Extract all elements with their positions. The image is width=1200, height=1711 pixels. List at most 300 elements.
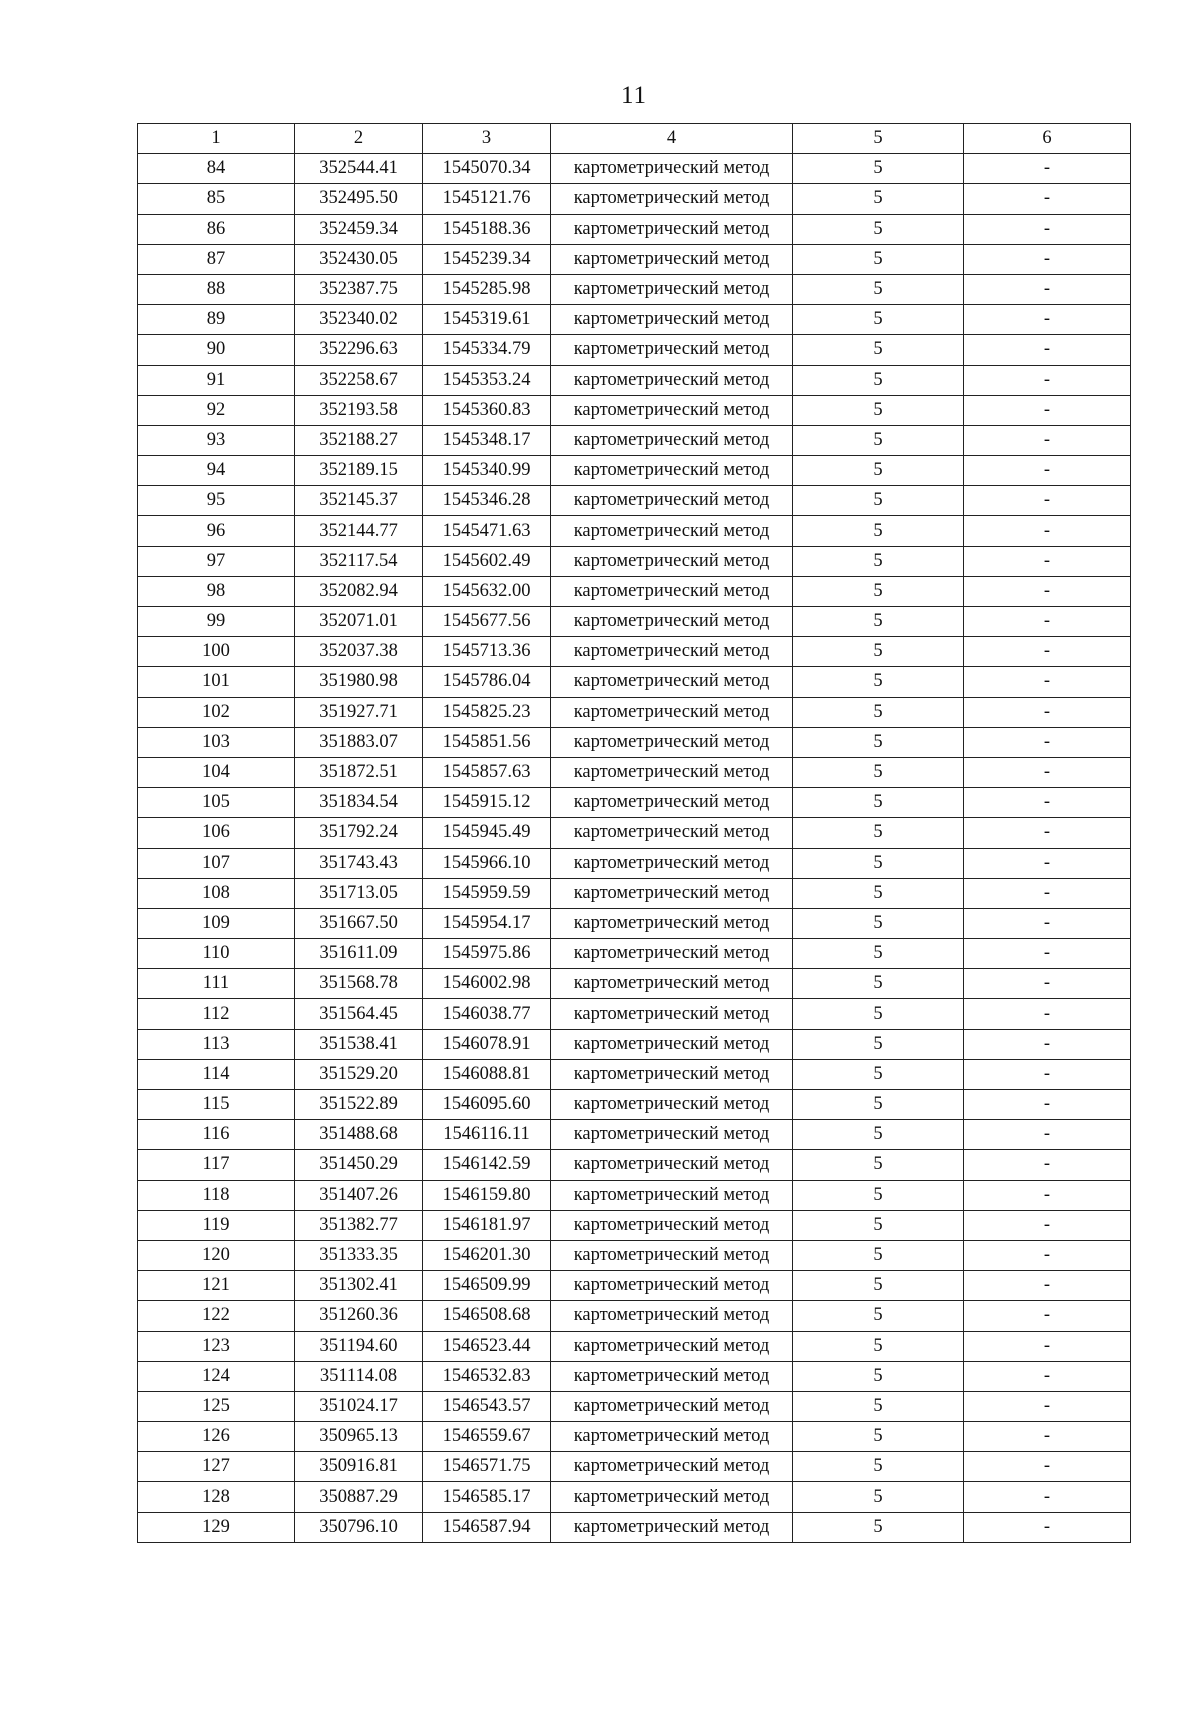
x-coordinate-cell: 352037.38 — [295, 637, 423, 667]
accuracy-cell: 5 — [793, 516, 964, 546]
description-cell: - — [964, 1301, 1131, 1331]
table-row — [138, 818, 1131, 848]
accuracy-cell: 5 — [793, 576, 964, 606]
accuracy-cell: 5 — [793, 727, 964, 757]
accuracy-cell: 5 — [793, 486, 964, 516]
point-number-cell: 109 — [138, 908, 295, 938]
column-header: 3 — [423, 124, 551, 154]
table-row — [138, 244, 1131, 274]
table-row — [138, 1391, 1131, 1421]
description-cell: - — [964, 1452, 1131, 1482]
y-coordinate-cell: 1545915.12 — [423, 788, 551, 818]
point-number-cell: 92 — [138, 395, 295, 425]
method-cell: картометрический метод — [551, 184, 793, 214]
table-row — [138, 607, 1131, 637]
point-number-cell: 115 — [138, 1090, 295, 1120]
method-cell: картометрический метод — [551, 969, 793, 999]
method-cell: картометрический метод — [551, 305, 793, 335]
description-cell: - — [964, 1331, 1131, 1361]
accuracy-cell: 5 — [793, 788, 964, 818]
point-number-cell: 121 — [138, 1271, 295, 1301]
description-cell: - — [964, 697, 1131, 727]
method-cell: картометрический метод — [551, 1210, 793, 1240]
method-cell: картометрический метод — [551, 788, 793, 818]
y-coordinate-cell: 1545340.99 — [423, 456, 551, 486]
x-coordinate-cell: 351872.51 — [295, 757, 423, 787]
point-number-cell: 93 — [138, 425, 295, 455]
x-coordinate-cell: 350916.81 — [295, 1452, 423, 1482]
table-row — [138, 154, 1131, 184]
method-cell: картометрический метод — [551, 1090, 793, 1120]
accuracy-cell: 5 — [793, 637, 964, 667]
x-coordinate-cell: 352495.50 — [295, 184, 423, 214]
table-row — [138, 969, 1131, 999]
table-row — [138, 1240, 1131, 1270]
accuracy-cell: 5 — [793, 667, 964, 697]
accuracy-cell: 5 — [793, 335, 964, 365]
point-number-cell: 114 — [138, 1059, 295, 1089]
y-coordinate-cell: 1545471.63 — [423, 516, 551, 546]
table-row — [138, 908, 1131, 938]
point-number-cell: 90 — [138, 335, 295, 365]
x-coordinate-cell: 352193.58 — [295, 395, 423, 425]
method-cell: картометрический метод — [551, 697, 793, 727]
method-cell: картометрический метод — [551, 637, 793, 667]
point-number-cell: 87 — [138, 244, 295, 274]
accuracy-cell: 5 — [793, 818, 964, 848]
description-cell: - — [964, 908, 1131, 938]
column-header: 1 — [138, 124, 295, 154]
method-cell: картометрический метод — [551, 1180, 793, 1210]
y-coordinate-cell: 1546543.57 — [423, 1391, 551, 1421]
table-row — [138, 1120, 1131, 1150]
description-cell: - — [964, 335, 1131, 365]
method-cell: картометрический метод — [551, 516, 793, 546]
description-cell: - — [964, 727, 1131, 757]
x-coordinate-cell: 351333.35 — [295, 1240, 423, 1270]
description-cell: - — [964, 1240, 1131, 1270]
point-number-cell: 111 — [138, 969, 295, 999]
method-cell: картометрический метод — [551, 395, 793, 425]
y-coordinate-cell: 1545353.24 — [423, 365, 551, 395]
y-coordinate-cell: 1546587.94 — [423, 1512, 551, 1542]
method-cell: картометрический метод — [551, 274, 793, 304]
method-cell: картометрический метод — [551, 667, 793, 697]
column-header: 6 — [964, 124, 1131, 154]
method-cell: картометрический метод — [551, 1331, 793, 1361]
point-number-cell: 123 — [138, 1331, 295, 1361]
description-cell: - — [964, 456, 1131, 486]
y-coordinate-cell: 1545602.49 — [423, 546, 551, 576]
accuracy-cell: 5 — [793, 244, 964, 274]
method-cell: картометрический метод — [551, 727, 793, 757]
y-coordinate-cell: 1546523.44 — [423, 1331, 551, 1361]
table-row — [138, 365, 1131, 395]
accuracy-cell: 5 — [793, 1090, 964, 1120]
y-coordinate-cell: 1546532.83 — [423, 1361, 551, 1391]
description-cell: - — [964, 576, 1131, 606]
point-number-cell: 91 — [138, 365, 295, 395]
point-number-cell: 107 — [138, 848, 295, 878]
method-cell: картометрический метод — [551, 1120, 793, 1150]
description-cell: - — [964, 244, 1131, 274]
y-coordinate-cell: 1545677.56 — [423, 607, 551, 637]
table-row — [138, 274, 1131, 304]
point-number-cell: 85 — [138, 184, 295, 214]
method-cell: картометрический метод — [551, 1512, 793, 1542]
method-cell: картометрический метод — [551, 1150, 793, 1180]
x-coordinate-cell: 352544.41 — [295, 154, 423, 184]
x-coordinate-cell: 352340.02 — [295, 305, 423, 335]
table-row — [138, 1331, 1131, 1361]
accuracy-cell: 5 — [793, 395, 964, 425]
description-cell: - — [964, 1391, 1131, 1421]
point-number-cell: 105 — [138, 788, 295, 818]
description-cell: - — [964, 637, 1131, 667]
table-row — [138, 335, 1131, 365]
column-header: 4 — [551, 124, 793, 154]
description-cell: - — [964, 848, 1131, 878]
x-coordinate-cell: 351927.71 — [295, 697, 423, 727]
x-coordinate-cell: 352296.63 — [295, 335, 423, 365]
y-coordinate-cell: 1546201.30 — [423, 1240, 551, 1270]
x-coordinate-cell: 351834.54 — [295, 788, 423, 818]
accuracy-cell: 5 — [793, 607, 964, 637]
table-row — [138, 848, 1131, 878]
accuracy-cell: 5 — [793, 1512, 964, 1542]
table-row — [138, 939, 1131, 969]
x-coordinate-cell: 352459.34 — [295, 214, 423, 244]
y-coordinate-cell: 1546508.68 — [423, 1301, 551, 1331]
table-row — [138, 1452, 1131, 1482]
point-number-cell: 125 — [138, 1391, 295, 1421]
accuracy-cell: 5 — [793, 154, 964, 184]
y-coordinate-cell: 1546571.75 — [423, 1452, 551, 1482]
description-cell: - — [964, 667, 1131, 697]
y-coordinate-cell: 1546116.11 — [423, 1120, 551, 1150]
y-coordinate-cell: 1545285.98 — [423, 274, 551, 304]
description-cell: - — [964, 1271, 1131, 1301]
y-coordinate-cell: 1545188.36 — [423, 214, 551, 244]
method-cell: картометрический метод — [551, 607, 793, 637]
x-coordinate-cell: 351667.50 — [295, 908, 423, 938]
table-header — [138, 124, 1131, 154]
x-coordinate-cell: 351114.08 — [295, 1361, 423, 1391]
description-cell: - — [964, 607, 1131, 637]
table-row — [138, 1150, 1131, 1180]
x-coordinate-cell: 351529.20 — [295, 1059, 423, 1089]
table-row — [138, 1090, 1131, 1120]
point-number-cell: 94 — [138, 456, 295, 486]
table-row — [138, 305, 1131, 335]
table-row — [138, 1361, 1131, 1391]
description-cell: - — [964, 818, 1131, 848]
point-number-cell: 128 — [138, 1482, 295, 1512]
method-cell: картометрический метод — [551, 939, 793, 969]
description-cell: - — [964, 1120, 1131, 1150]
point-number-cell: 106 — [138, 818, 295, 848]
x-coordinate-cell: 352071.01 — [295, 607, 423, 637]
x-coordinate-cell: 351407.26 — [295, 1180, 423, 1210]
x-coordinate-cell: 352189.15 — [295, 456, 423, 486]
method-cell: картометрический метод — [551, 757, 793, 787]
accuracy-cell: 5 — [793, 1452, 964, 1482]
x-coordinate-cell: 350796.10 — [295, 1512, 423, 1542]
y-coordinate-cell: 1546078.91 — [423, 1029, 551, 1059]
x-coordinate-cell: 351713.05 — [295, 878, 423, 908]
y-coordinate-cell: 1545954.17 — [423, 908, 551, 938]
y-coordinate-cell: 1545070.34 — [423, 154, 551, 184]
coordinates-table — [137, 123, 1131, 1543]
accuracy-cell: 5 — [793, 274, 964, 304]
description-cell: - — [964, 999, 1131, 1029]
x-coordinate-cell: 350887.29 — [295, 1482, 423, 1512]
x-coordinate-cell: 351743.43 — [295, 848, 423, 878]
point-number-cell: 97 — [138, 546, 295, 576]
table-row — [138, 1029, 1131, 1059]
table-row — [138, 1512, 1131, 1542]
table-row — [138, 486, 1131, 516]
y-coordinate-cell: 1545239.34 — [423, 244, 551, 274]
table-row — [138, 1180, 1131, 1210]
point-number-cell: 120 — [138, 1240, 295, 1270]
method-cell: картометрический метод — [551, 214, 793, 244]
description-cell: - — [964, 1029, 1131, 1059]
x-coordinate-cell: 351450.29 — [295, 1150, 423, 1180]
accuracy-cell: 5 — [793, 757, 964, 787]
y-coordinate-cell: 1546095.60 — [423, 1090, 551, 1120]
table-row — [138, 788, 1131, 818]
description-cell: - — [964, 365, 1131, 395]
y-coordinate-cell: 1545121.76 — [423, 184, 551, 214]
description-cell: - — [964, 1059, 1131, 1089]
x-coordinate-cell: 352144.77 — [295, 516, 423, 546]
description-cell: - — [964, 486, 1131, 516]
point-number-cell: 102 — [138, 697, 295, 727]
table-row — [138, 637, 1131, 667]
description-cell: - — [964, 1361, 1131, 1391]
x-coordinate-cell: 351538.41 — [295, 1029, 423, 1059]
table-row — [138, 878, 1131, 908]
description-cell: - — [964, 425, 1131, 455]
description-cell: - — [964, 969, 1131, 999]
y-coordinate-cell: 1545713.36 — [423, 637, 551, 667]
x-coordinate-cell: 351883.07 — [295, 727, 423, 757]
x-coordinate-cell: 351024.17 — [295, 1391, 423, 1421]
point-number-cell: 124 — [138, 1361, 295, 1391]
accuracy-cell: 5 — [793, 697, 964, 727]
x-coordinate-cell: 352430.05 — [295, 244, 423, 274]
description-cell: - — [964, 154, 1131, 184]
method-cell: картометрический метод — [551, 1391, 793, 1421]
point-number-cell: 84 — [138, 154, 295, 184]
x-coordinate-cell: 351792.24 — [295, 818, 423, 848]
accuracy-cell: 5 — [793, 969, 964, 999]
point-number-cell: 104 — [138, 757, 295, 787]
table-row — [138, 395, 1131, 425]
description-cell: - — [964, 184, 1131, 214]
accuracy-cell: 5 — [793, 1059, 964, 1089]
method-cell: картометрический метод — [551, 1059, 793, 1089]
x-coordinate-cell: 351488.68 — [295, 1120, 423, 1150]
point-number-cell: 103 — [138, 727, 295, 757]
accuracy-cell: 5 — [793, 1331, 964, 1361]
accuracy-cell: 5 — [793, 1422, 964, 1452]
x-coordinate-cell: 351260.36 — [295, 1301, 423, 1331]
point-number-cell: 117 — [138, 1150, 295, 1180]
table-row — [138, 184, 1131, 214]
point-number-cell: 101 — [138, 667, 295, 697]
method-cell: картометрический метод — [551, 576, 793, 606]
x-coordinate-cell: 351194.60 — [295, 1331, 423, 1361]
point-number-cell: 98 — [138, 576, 295, 606]
description-cell: - — [964, 1482, 1131, 1512]
table-row — [138, 999, 1131, 1029]
x-coordinate-cell: 351302.41 — [295, 1271, 423, 1301]
table-row — [138, 516, 1131, 546]
y-coordinate-cell: 1546142.59 — [423, 1150, 551, 1180]
x-coordinate-cell: 351382.77 — [295, 1210, 423, 1240]
accuracy-cell: 5 — [793, 1029, 964, 1059]
table-row — [138, 576, 1131, 606]
accuracy-cell: 5 — [793, 546, 964, 576]
accuracy-cell: 5 — [793, 1271, 964, 1301]
y-coordinate-cell: 1546181.97 — [423, 1210, 551, 1240]
y-coordinate-cell: 1545632.00 — [423, 576, 551, 606]
x-coordinate-cell: 351980.98 — [295, 667, 423, 697]
point-number-cell: 108 — [138, 878, 295, 908]
description-cell: - — [964, 395, 1131, 425]
accuracy-cell: 5 — [793, 1361, 964, 1391]
description-cell: - — [964, 516, 1131, 546]
description-cell: - — [964, 214, 1131, 244]
y-coordinate-cell: 1546088.81 — [423, 1059, 551, 1089]
accuracy-cell: 5 — [793, 1180, 964, 1210]
point-number-cell: 99 — [138, 607, 295, 637]
accuracy-cell: 5 — [793, 365, 964, 395]
x-coordinate-cell: 352117.54 — [295, 546, 423, 576]
x-coordinate-cell: 351568.78 — [295, 969, 423, 999]
description-cell: - — [964, 305, 1131, 335]
point-number-cell: 127 — [138, 1452, 295, 1482]
point-number-cell: 122 — [138, 1301, 295, 1331]
accuracy-cell: 5 — [793, 1120, 964, 1150]
point-number-cell: 118 — [138, 1180, 295, 1210]
description-cell: - — [964, 1090, 1131, 1120]
method-cell: картометрический метод — [551, 1482, 793, 1512]
y-coordinate-cell: 1546002.98 — [423, 969, 551, 999]
y-coordinate-cell: 1546509.99 — [423, 1271, 551, 1301]
method-cell: картометрический метод — [551, 456, 793, 486]
accuracy-cell: 5 — [793, 425, 964, 455]
accuracy-cell: 5 — [793, 1301, 964, 1331]
table-row — [138, 757, 1131, 787]
point-number-cell: 96 — [138, 516, 295, 546]
column-header: 2 — [295, 124, 423, 154]
y-coordinate-cell: 1545975.86 — [423, 939, 551, 969]
accuracy-cell: 5 — [793, 1150, 964, 1180]
accuracy-cell: 5 — [793, 456, 964, 486]
method-cell: картометрический метод — [551, 1301, 793, 1331]
accuracy-cell: 5 — [793, 878, 964, 908]
point-number-cell: 126 — [138, 1422, 295, 1452]
accuracy-cell: 5 — [793, 305, 964, 335]
point-number-cell: 86 — [138, 214, 295, 244]
page-number: 11 — [620, 82, 648, 109]
accuracy-cell: 5 — [793, 214, 964, 244]
x-coordinate-cell: 350965.13 — [295, 1422, 423, 1452]
table-row — [138, 214, 1131, 244]
method-cell: картометрический метод — [551, 244, 793, 274]
table-row — [138, 425, 1131, 455]
method-cell: картометрический метод — [551, 365, 793, 395]
point-number-cell: 88 — [138, 274, 295, 304]
y-coordinate-cell: 1545857.63 — [423, 757, 551, 787]
x-coordinate-cell: 351522.89 — [295, 1090, 423, 1120]
accuracy-cell: 5 — [793, 848, 964, 878]
method-cell: картометрический метод — [551, 999, 793, 1029]
y-coordinate-cell: 1545360.83 — [423, 395, 551, 425]
x-coordinate-cell: 351611.09 — [295, 939, 423, 969]
y-coordinate-cell: 1546038.77 — [423, 999, 551, 1029]
table-row — [138, 1301, 1131, 1331]
description-cell: - — [964, 274, 1131, 304]
method-cell: картометрический метод — [551, 425, 793, 455]
accuracy-cell: 5 — [793, 184, 964, 214]
x-coordinate-cell: 351564.45 — [295, 999, 423, 1029]
point-number-cell: 100 — [138, 637, 295, 667]
y-coordinate-cell: 1546559.67 — [423, 1422, 551, 1452]
method-cell: картометрический метод — [551, 878, 793, 908]
method-cell: картометрический метод — [551, 1361, 793, 1391]
y-coordinate-cell: 1545959.59 — [423, 878, 551, 908]
method-cell: картометрический метод — [551, 546, 793, 576]
description-cell: - — [964, 1150, 1131, 1180]
y-coordinate-cell: 1545825.23 — [423, 697, 551, 727]
method-cell: картометрический метод — [551, 486, 793, 516]
point-number-cell: 89 — [138, 305, 295, 335]
y-coordinate-cell: 1545348.17 — [423, 425, 551, 455]
accuracy-cell: 5 — [793, 1391, 964, 1421]
point-number-cell: 110 — [138, 939, 295, 969]
description-cell: - — [964, 878, 1131, 908]
table-row — [138, 1210, 1131, 1240]
table-row — [138, 456, 1131, 486]
point-number-cell: 129 — [138, 1512, 295, 1542]
table-row — [138, 667, 1131, 697]
table-row — [138, 727, 1131, 757]
description-cell: - — [964, 1422, 1131, 1452]
description-cell: - — [964, 788, 1131, 818]
method-cell: картометрический метод — [551, 335, 793, 365]
method-cell: картометрический метод — [551, 848, 793, 878]
table-row — [138, 1422, 1131, 1452]
description-cell: - — [964, 939, 1131, 969]
description-cell: - — [964, 1512, 1131, 1542]
point-number-cell: 119 — [138, 1210, 295, 1240]
table-row — [138, 697, 1131, 727]
description-cell: - — [964, 546, 1131, 576]
description-cell: - — [964, 757, 1131, 787]
x-coordinate-cell: 352387.75 — [295, 274, 423, 304]
x-coordinate-cell: 352188.27 — [295, 425, 423, 455]
accuracy-cell: 5 — [793, 1210, 964, 1240]
column-header: 5 — [793, 124, 964, 154]
description-cell: - — [964, 1180, 1131, 1210]
method-cell: картометрический метод — [551, 1452, 793, 1482]
y-coordinate-cell: 1545945.49 — [423, 818, 551, 848]
point-number-cell: 116 — [138, 1120, 295, 1150]
